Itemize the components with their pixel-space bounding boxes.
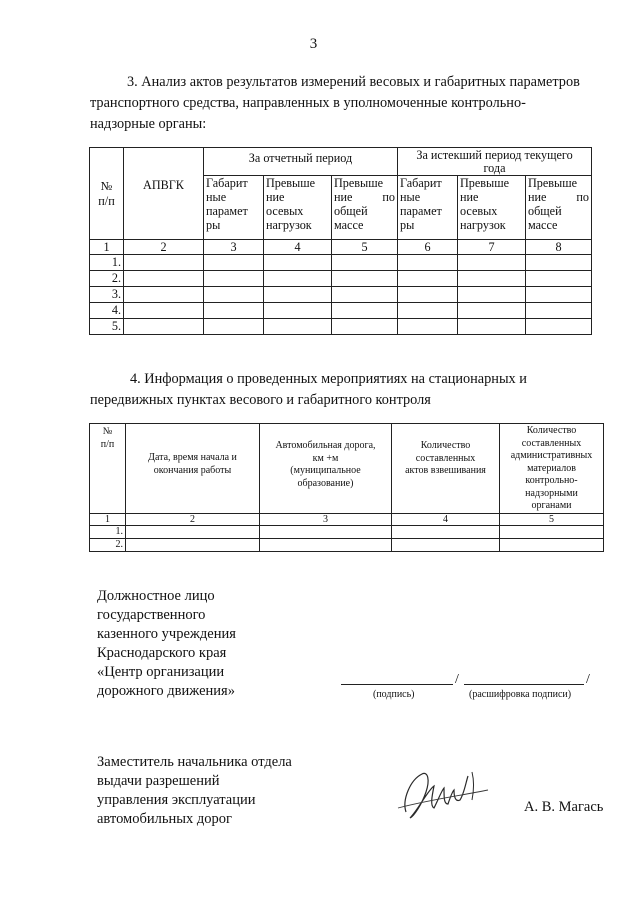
decode-line — [464, 684, 584, 685]
row-number: 2. — [90, 539, 126, 552]
table-row — [90, 255, 592, 271]
table-cell — [392, 539, 500, 552]
table-cell — [500, 526, 604, 539]
header-weighing-acts — [392, 424, 500, 514]
header-line: ние — [266, 190, 285, 204]
table-cell — [526, 303, 592, 319]
header-line: ры — [400, 218, 415, 232]
table-cell — [398, 303, 458, 319]
header-number-line: п/п — [98, 193, 115, 208]
table-cell — [332, 319, 398, 335]
header-line: органами — [531, 500, 572, 511]
header-line: Превыше — [334, 176, 384, 190]
header-axle-load — [264, 176, 332, 240]
table-cell — [204, 303, 264, 319]
table-cell — [458, 303, 526, 319]
header-line: окончания работы — [153, 464, 232, 476]
header-admin-materials — [500, 424, 604, 514]
table-cell — [458, 287, 526, 303]
header-word: по — [576, 190, 590, 204]
table-cell — [332, 255, 398, 271]
row-number: 5. — [90, 319, 124, 335]
events-table — [89, 423, 604, 552]
table-cell — [264, 255, 332, 271]
table-cell — [458, 255, 526, 271]
official-title-line: дорожного движения» — [97, 683, 235, 699]
header-line: образование) — [297, 477, 354, 489]
table-cell — [458, 319, 526, 335]
header-line: контрольно- — [525, 475, 578, 486]
table-cell — [260, 526, 392, 539]
table-cell — [264, 271, 332, 287]
deputy-name: А. В. Магась — [524, 799, 604, 815]
table-cell — [124, 303, 204, 319]
header-elapsed-period — [398, 148, 592, 176]
table-cell — [264, 319, 332, 335]
official-title-line: государственного — [97, 607, 206, 623]
header-line: ные — [206, 190, 227, 204]
table-cell — [204, 319, 264, 335]
table-cell — [126, 526, 260, 539]
official-title-line: Должностное лицо — [97, 588, 215, 604]
official-title-line: «Центр организации — [97, 664, 225, 680]
header-line: надзорными — [525, 487, 578, 499]
table-cell — [500, 539, 604, 552]
table-cell — [204, 287, 264, 303]
header-word: ние — [334, 190, 353, 204]
header-line: Габарит — [206, 176, 248, 190]
column-number: 5 — [332, 240, 398, 255]
header-line: Количество — [526, 425, 577, 436]
section4-heading-line: передвижных пунктах весового и габаритного контроля — [90, 392, 431, 408]
header-number — [90, 148, 124, 240]
column-number: 7 — [458, 240, 526, 255]
header-number-line: п/п — [100, 438, 115, 450]
column-number-row — [90, 240, 592, 255]
header-line: осевых — [266, 204, 304, 218]
header-line: Превыше — [460, 176, 510, 190]
header-line: Дата, время начала и — [148, 452, 237, 463]
header-elapsed-line: года — [483, 161, 506, 175]
table-cell — [264, 303, 332, 319]
header-line: составленных — [521, 437, 582, 449]
table-row — [90, 526, 604, 539]
signature-tail-stroke — [472, 772, 474, 800]
signature-separator: / — [455, 672, 459, 687]
header-dimensions — [398, 176, 458, 240]
handwritten-signature — [388, 760, 498, 830]
header-line: ние — [460, 190, 479, 204]
table-cell — [124, 287, 204, 303]
table-row — [90, 539, 604, 552]
column-number: 1 — [90, 514, 126, 526]
measurements-table — [89, 147, 592, 335]
table-cell — [392, 526, 500, 539]
header-line — [528, 190, 589, 204]
deputy-title-line: Заместитель начальника отдела — [97, 754, 292, 770]
header-line: Превыше — [528, 176, 578, 190]
header-line: (муниципальное — [290, 465, 361, 476]
section4-heading-line: 4. Информация о проведенных мероприятиях на стационарных и — [130, 371, 527, 387]
header-line — [334, 190, 395, 204]
header-line: массе — [334, 218, 364, 232]
header-line: актов взвешивания — [405, 465, 486, 476]
header-axle-load — [458, 176, 526, 240]
header-line: административных — [510, 450, 593, 461]
table-row — [90, 287, 592, 303]
row-number: 3. — [90, 287, 124, 303]
table-cell — [526, 319, 592, 335]
table-cell — [398, 287, 458, 303]
row-number: 2. — [90, 271, 124, 287]
table-cell — [526, 287, 592, 303]
header-line: общей — [334, 204, 368, 218]
header-number-line: № — [102, 426, 113, 437]
table-cell — [398, 255, 458, 271]
header-elapsed-line: За истекший период текущего — [416, 148, 573, 162]
header-line: нагрузок — [266, 218, 312, 232]
column-number: 4 — [392, 514, 500, 526]
official-title — [97, 587, 236, 701]
signature-line — [341, 684, 453, 685]
table-cell — [126, 539, 260, 552]
header-line: Количество — [420, 440, 471, 451]
column-number: 3 — [204, 240, 264, 255]
column-number: 1 — [90, 240, 124, 255]
table-cell — [204, 255, 264, 271]
section3-heading-line: 3. Анализ актов результатов измерений весовых и габаритных параметров — [127, 74, 580, 90]
header-date-time — [126, 424, 260, 514]
column-number: 6 — [398, 240, 458, 255]
header-dimensions — [204, 176, 264, 240]
header-line: осевых — [460, 204, 498, 218]
table-row — [90, 303, 592, 319]
header-apvgk: АПВГК — [124, 148, 204, 240]
column-number: 5 — [500, 514, 604, 526]
header-line: парамет — [400, 204, 442, 218]
deputy-title-line: выдачи разрешений — [97, 773, 220, 789]
table-cell — [526, 255, 592, 271]
deputy-title-line: управления эксплуатации — [97, 792, 256, 808]
row-number: 1. — [90, 255, 124, 271]
table-cell — [398, 271, 458, 287]
table-row — [90, 271, 592, 287]
header-road — [260, 424, 392, 514]
row-number: 1. — [90, 526, 126, 539]
table-cell — [526, 271, 592, 287]
header-total-mass — [332, 176, 398, 240]
signature-underline-stroke — [398, 790, 488, 808]
header-reporting-period: За отчетный период — [204, 148, 398, 176]
header-line: км +м — [312, 452, 339, 464]
column-number: 4 — [264, 240, 332, 255]
table-cell — [264, 287, 332, 303]
section3-heading-line: надзорные органы: — [90, 116, 207, 132]
signature-separator: / — [586, 672, 590, 687]
header-number — [90, 424, 126, 514]
header-line: общей — [528, 204, 562, 218]
table-cell — [332, 271, 398, 287]
deputy-title — [97, 753, 292, 829]
header-line: Превыше — [266, 176, 316, 190]
header-number-line: № — [100, 178, 113, 193]
header-line: Автомобильная дорога, — [275, 440, 376, 451]
table-cell — [332, 287, 398, 303]
table-cell — [260, 539, 392, 552]
header-line: составленных — [415, 452, 476, 464]
header-word: ние — [528, 190, 547, 204]
column-number-row — [90, 514, 604, 526]
section3-heading-line: транспортного средства, направленных в уполномоченные контрольно- — [90, 95, 526, 111]
section4-heading — [90, 369, 527, 411]
table-cell — [332, 303, 398, 319]
table-row — [90, 319, 592, 335]
column-number: 8 — [526, 240, 592, 255]
header-line: массе — [528, 218, 558, 232]
header-line: ры — [206, 218, 221, 232]
decode-caption: (расшифровка подписи) — [469, 689, 572, 700]
table-cell — [398, 319, 458, 335]
table-cell — [458, 271, 526, 287]
official-title-line: Краснодарского края — [97, 645, 227, 661]
header-line: парамет — [206, 204, 248, 218]
column-number: 2 — [124, 240, 204, 255]
row-number: 4. — [90, 303, 124, 319]
header-line: нагрузок — [460, 218, 506, 232]
table-cell — [204, 271, 264, 287]
header-line: материалов — [527, 462, 576, 474]
page-number: 3 — [309, 36, 318, 52]
header-line: Габарит — [400, 176, 442, 190]
header-total-mass — [526, 176, 592, 240]
table-cell — [124, 255, 204, 271]
table-cell — [124, 319, 204, 335]
table-cell — [124, 271, 204, 287]
header-word: по — [382, 190, 395, 204]
header-line: ные — [400, 190, 421, 204]
signature-caption: (подпись) — [373, 689, 415, 700]
section3-heading — [90, 72, 580, 135]
column-number: 2 — [126, 514, 260, 526]
deputy-title-line: автомобильных дорог — [97, 811, 232, 827]
official-title-line: казенного учреждения — [97, 626, 236, 642]
column-number: 3 — [260, 514, 392, 526]
